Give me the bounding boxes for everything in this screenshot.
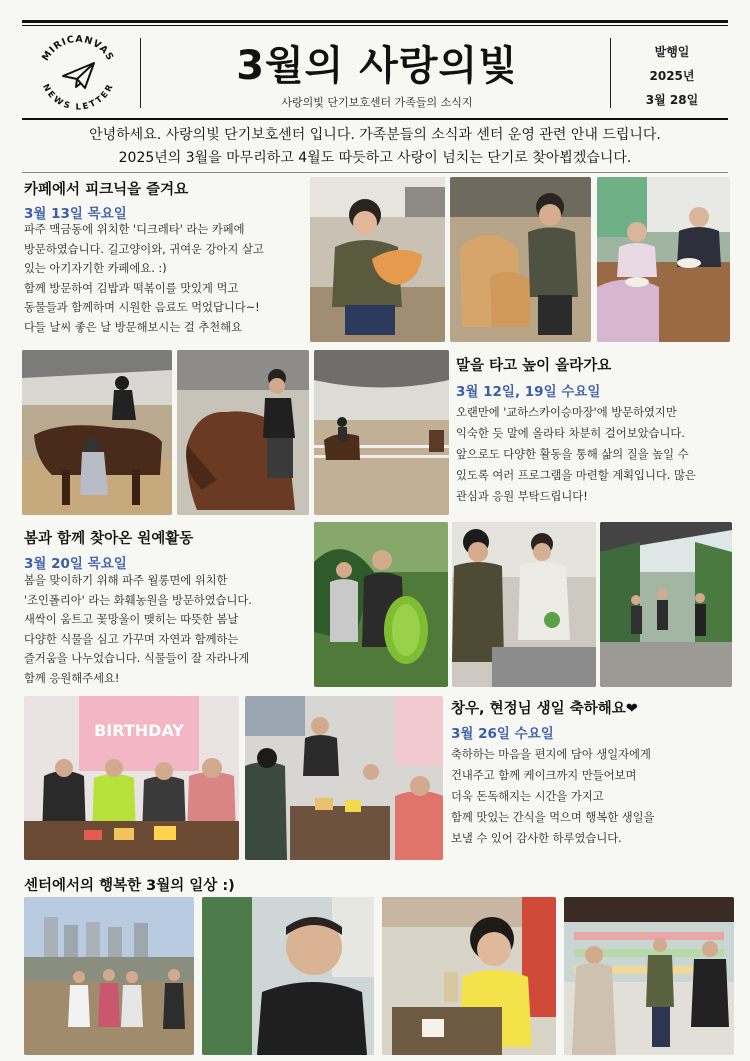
article-birthday-date: 3월 26일 수요일 — [451, 726, 554, 742]
issue-label: 발행일 — [654, 45, 690, 59]
photo-horse-1 — [22, 350, 172, 515]
article-cafe-date: 3월 13일 목요일 — [24, 206, 127, 222]
photo-cafe-cat — [310, 177, 445, 342]
photo-daily-snack — [382, 897, 556, 1055]
top-rule-thin — [22, 25, 728, 26]
photo-garden-greenhouse — [600, 522, 732, 687]
logo-bottom-text: NEWS LETTER — [40, 82, 116, 112]
intro-bottom-rule — [22, 172, 728, 173]
photo-cafe-meal — [597, 177, 730, 342]
issue-day: 3월 28일 — [645, 93, 699, 107]
photo-birthday-2 — [245, 696, 443, 860]
birthday-banner: BIRTHDAY — [94, 721, 184, 740]
issue-date-block — [622, 40, 722, 112]
masthead — [22, 30, 728, 116]
photo-horse-arena — [314, 350, 449, 515]
article-horse-date: 3월 12일, 19일 수요일 — [456, 384, 601, 400]
masthead-bottom-rule — [22, 118, 728, 120]
photo-daily-outdoor — [24, 897, 194, 1055]
article-cafe-body: 파주 맥금동에 위치한 '디크레타' 라는 카페에 방문하였습니다. 길고양이와, 귀여운 강아지 살고 있는 아기자기한 카페에요. :) 함께 방문하여 김밥과 떡볶이를 맛있게 먹고 동물들과 함께하며 시원한 음료도 먹었답니다~! 다들 날씨 좋은 날 방문해보시는 걸 추천해요 — [24, 223, 264, 334]
intro-line-2: 2025년의 3월을 마무리하고 4월도 따듯하고 사랑이 넘치는 단기로 찾아뵙겠습니다. — [118, 150, 632, 166]
masthead-divider-left — [140, 38, 141, 108]
photo-garden-bananas — [314, 522, 448, 687]
article-birthday-title: 창우, 현정님 생일 축하해요❤ — [451, 701, 638, 717]
photo-horse-2 — [177, 350, 309, 515]
masthead-divider-right — [610, 38, 611, 108]
photo-birthday-1 — [24, 696, 239, 860]
article-birthday-body: 축하하는 마음을 편지에 담아 생일자에게 건내주고 함께 케이크까지 만들어보며 더욱 돈독해지는 시간을 가지고 함께 맛있는 간식을 먹으며 행복한 생일을 보낼 수 있어 감사한 하루였습니다. — [451, 748, 655, 845]
article-cafe-title: 카페에서 피크닉을 즐겨요 — [24, 182, 189, 198]
article-horse-body: 오랜만에 '교하스카이승마장'에 방문하였지만 익숙한 듯 말에 올라타 차분히 걸어보았습니다. 앞으로도 다양한 활동을 통해 삶의 질을 높일 수 있도록 여러 프로그램을 마련할 계획입니다. 많은 관심과 응원 부탁드립니다! — [456, 406, 696, 503]
svg-text:NEWS LETTER — [40, 82, 116, 112]
top-rule-thick — [22, 20, 728, 23]
intro-text — [30, 124, 720, 170]
photo-daily-store — [564, 897, 734, 1055]
photo-garden-planting — [452, 522, 596, 687]
newsletter-subtitle: 사랑의빛 단기보호센터 가족들의 소식지 — [281, 96, 473, 109]
article-garden-date: 3월 20일 목요일 — [24, 556, 127, 572]
newsletter-title: 3월의 사랑의빛 — [236, 43, 518, 89]
paper-plane-icon — [63, 63, 94, 88]
intro-line-1: 안녕하세요. 사랑의빛 단기보호센터 입니다. 가족분들의 소식과 센터 운영 관련 안내 드립니다. — [89, 127, 661, 143]
svg-text:MIRICANVAS — [40, 34, 116, 63]
article-daily-title: 센터에서의 행복한 3월의 일상 :) — [24, 878, 235, 894]
article-garden-body: 봄을 맞이하기 위해 파주 월롱면에 위치한 '조인폴리아' 라는 화훼농원을 방문하였습니다. 새싹이 움트고 꽃망울이 맺히는 따뜻한 봄날 다양한 식물을 심고 가꾸며 자연과 함께하는 즐거움을 나누었습니다. 식물들이 잘 자라나게 함께 응원해주세요! — [24, 574, 252, 685]
issue-year: 2025년 — [649, 69, 695, 83]
photo-cafe-dogs — [450, 177, 591, 342]
logo-top-text: MIRICANVAS — [40, 33, 116, 64]
article-garden-title: 봄과 함께 찾아온 원예활동 — [24, 531, 194, 547]
photo-daily-selfie — [202, 897, 374, 1055]
article-horse-title: 말을 타고 높이 올라가요 — [456, 358, 612, 374]
newsletter-logo — [30, 32, 126, 112]
